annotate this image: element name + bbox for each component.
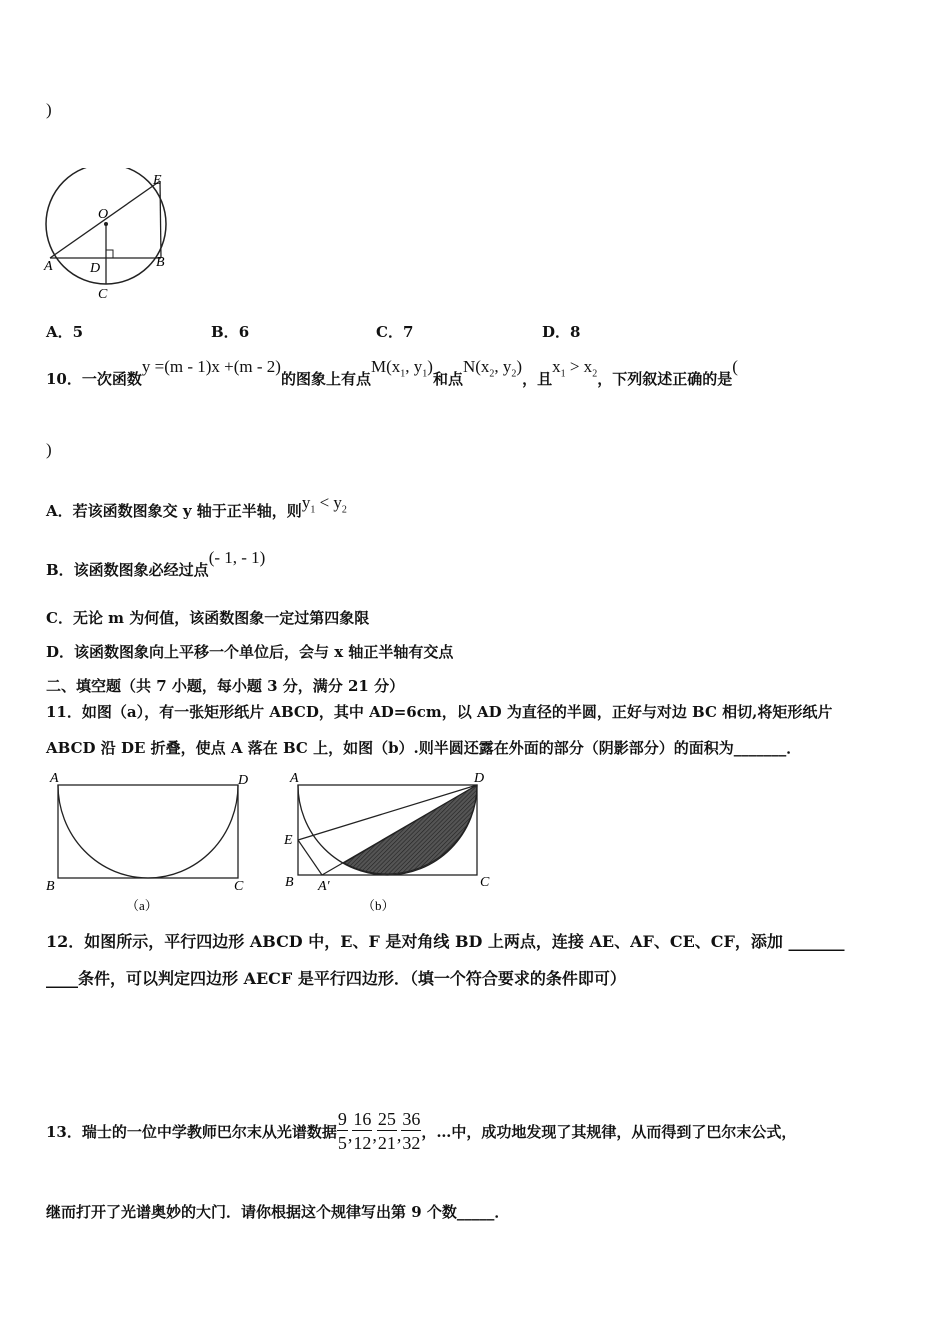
q10-option-b: B．该函数图象必经过点(- 1, - 1)	[46, 548, 266, 579]
label-B: B	[285, 875, 294, 890]
label-E: E	[284, 833, 293, 848]
q11-figure-a	[44, 770, 254, 918]
segment-BE	[160, 181, 161, 258]
point-N: $N(x_2$, $y_2$)	[462, 357, 523, 380]
semicircle	[58, 785, 238, 878]
label-B: B	[46, 879, 55, 894]
caption-a: （a）	[126, 898, 158, 913]
q10-paren-close: )	[46, 440, 52, 459]
label-B: B	[156, 255, 165, 270]
label-A: A	[290, 771, 299, 786]
label-A: A	[50, 771, 59, 786]
center-point	[104, 222, 108, 226]
label-C: C	[98, 287, 108, 302]
q10-option-a: A．若该函数图象交 y 轴于正半轴，则$y_1 < y_2$	[46, 493, 347, 520]
q10-number: 10．一次函数	[46, 370, 142, 388]
q9-option-a: A．5	[46, 323, 84, 341]
condition-x1-gt-x2: $x_1 > x_2$	[552, 357, 598, 380]
q10-stem: 10．一次函数y =(m - 1)x +(m - 2)的图象上有点$M(x_1$, $y_1$)和点$N(x_2$, $y_2$)，且$x_1 > x_2$，下列叙述正确的是(	[46, 357, 738, 388]
shaded-region	[344, 785, 477, 874]
section-heading: 二、填空题（共 7 小题，每小题 3 分，满分 21 分）	[46, 677, 405, 695]
label-D: D	[90, 261, 101, 276]
right-angle-mark	[106, 250, 113, 258]
q12-line1: 12．如图所示，平行四边形 ABCD 中，E、F 是对角线 BD 上两点，连接 AE、AF、CE、CF，添加 _______	[46, 932, 845, 951]
fraction-3: $\frac{25}{21}$	[377, 1109, 396, 1153]
q9-option-d: D．8	[542, 323, 581, 341]
label-C: C	[480, 875, 490, 890]
q11-line1: 11．如图（a），有一张矩形纸片 ABCD，其中 AD=6cm，以 AD 为直径的半圆，正好与对边 BC 相切,将矩形纸片	[46, 703, 833, 721]
rect-ABCD	[58, 785, 238, 878]
label-C: C	[234, 879, 244, 894]
q11-figure-b	[282, 768, 497, 916]
q10-formula: y =(m - 1)x +(m - 2)	[141, 357, 281, 376]
fraction-1: $\frac{9}{5}$	[337, 1109, 347, 1153]
q13-line1: 13．瑞士的一位中学教师巴尔末从光谱数据 $\frac{9}{5}$ , $\frac{16}{12}$ , $\frac{25}{21}$ , $\frac{36}{32}$ ，…中，成功地发现了其规律，从而得到了巴尔末公式，	[46, 1109, 797, 1153]
label-D: D	[474, 771, 485, 786]
q9-paren-close: )	[46, 100, 52, 119]
q9-option-c: C．7	[376, 323, 414, 341]
label-A-prime: A′	[318, 879, 330, 894]
q12-line2: ____条件，可以判定四边形 AECF 是平行四边形．（填一个符合要求的条件即可）	[46, 969, 626, 988]
q13-line2: 继而打开了光谱奥妙的大门．请你根据这个规律写出第 9 个数_____．	[46, 1203, 510, 1221]
q9-circle-figure	[40, 168, 180, 308]
q11-line2: ABCD 沿 DE 折叠，使点 A 落在 BC 上，如图（b）.则半圆还露在外面的部分（阴影部分）的面积为_______．	[46, 739, 802, 757]
segment-EA-prime	[298, 840, 322, 875]
q10-option-d: D．该函数图象向上平移一个单位后，会与 x 轴正半轴有交点	[46, 643, 454, 661]
label-A: A	[44, 259, 53, 274]
point-M: $M(x_1$, $y_1$)	[370, 357, 433, 380]
fraction-2: $\frac{16}{12}$	[353, 1109, 372, 1153]
q9-option-b: B．6	[211, 323, 250, 341]
q10-option-c: C．无论 m 为何值，该函数图象一定过第四象限	[46, 609, 370, 627]
fraction-4: $\frac{36}{32}$	[402, 1109, 421, 1153]
label-O: O	[98, 207, 109, 222]
label-E: E	[153, 173, 162, 188]
label-D: D	[238, 773, 249, 788]
caption-b: （b）	[362, 898, 395, 913]
